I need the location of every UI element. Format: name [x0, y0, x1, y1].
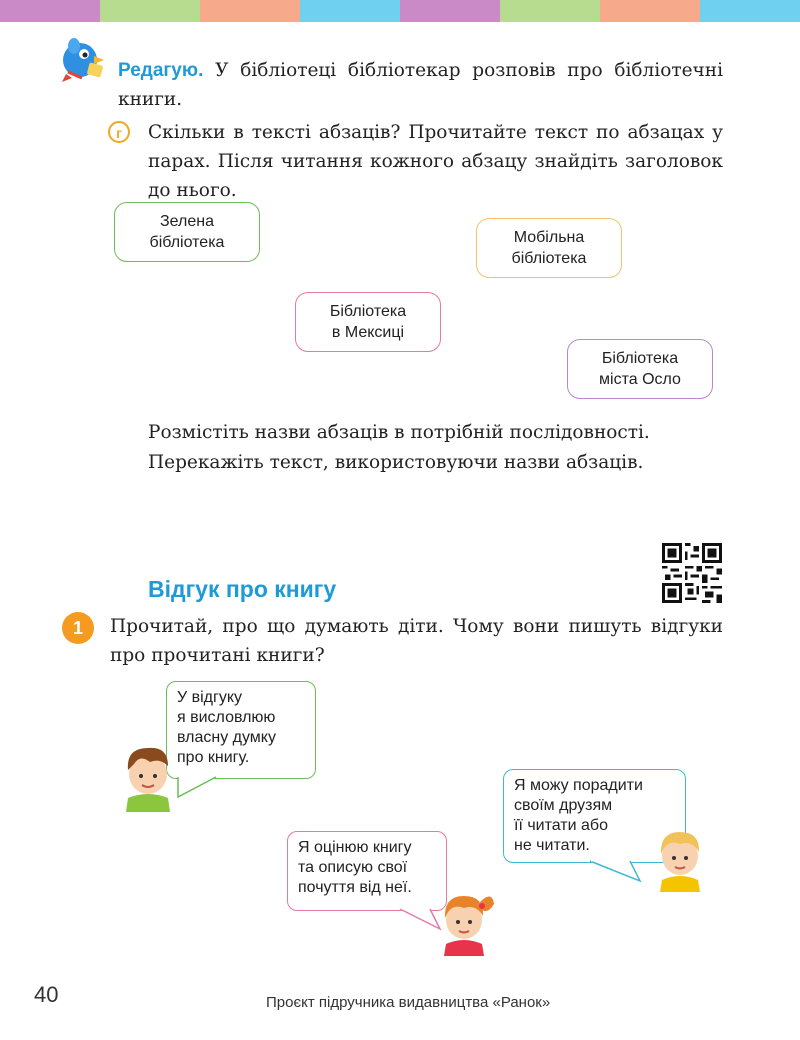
color-segment [700, 0, 800, 22]
speech-bubble-girl [287, 831, 447, 911]
tag-green-library [114, 202, 260, 262]
top-color-bar [0, 0, 800, 22]
intro-lead: Редагую. [118, 60, 204, 81]
bubble-line: я висловлюю [177, 709, 276, 726]
tag-line: Бібліотека [329, 303, 407, 320]
tag-mobile-library [476, 218, 622, 278]
color-segment [600, 0, 700, 22]
bubble-line: Я можу порадити [514, 777, 643, 794]
bubble-tail [590, 861, 650, 885]
color-segment [100, 0, 200, 22]
tag-line: Зелена [160, 213, 214, 230]
task-order-line: Розмістіть назви абзаців в потрібній послідовності. [148, 422, 650, 443]
bird-mascot-icon [58, 34, 108, 86]
qr-code-icon[interactable] [662, 543, 722, 603]
task-number-badge: 1 [62, 612, 94, 644]
tag-line: Бібліотека [601, 350, 679, 367]
color-segment [300, 0, 400, 22]
speech-bubble-boy [166, 681, 316, 779]
page-number: 40 [34, 982, 59, 1007]
tag-line: Мобільна [513, 229, 585, 246]
bubble-tail [176, 777, 226, 799]
task-g-text: Скільки в тексті абзаців? Прочитайте текст по абзацах у парах. Після читання кожного абзацу знайдіть заголовок до нього. [148, 122, 723, 201]
bubble-line: Я оцінюю книгу [298, 839, 412, 856]
section-title: Відгук про книгу [148, 576, 337, 602]
tag-line: бібліотека [149, 234, 225, 251]
bubble-line: про книгу. [177, 749, 250, 766]
footer-text: Проєкт підручника видавництва «Ранок» [266, 994, 551, 1011]
bubble-line: не читати. [514, 837, 590, 854]
tag-mexico-library [295, 292, 441, 352]
task-1-text: Прочитай, про що думають діти. Чому вони пишуть відгуки про прочитані книги? [110, 616, 723, 666]
task-order-line: Перекажіть текст, використовуючи назви абзаців. [148, 452, 644, 473]
intro-paragraph [118, 56, 723, 114]
tag-line: бібліотека [511, 250, 587, 267]
color-segment [200, 0, 300, 22]
bubble-line: власну думку [177, 729, 276, 746]
task-order-text [148, 418, 723, 478]
tag-oslo-library [567, 339, 713, 399]
boy-character-icon [120, 740, 176, 812]
intro-text: У бібліотеці бібліотекар розповів про бібліотечні книги. [118, 60, 723, 110]
bubble-line: її читати або [514, 817, 608, 834]
color-segment [0, 0, 100, 22]
bubble-line: та описую свої [298, 859, 408, 876]
color-segment [400, 0, 500, 22]
bubble-line: У відгуку [177, 689, 243, 706]
bubble-line: своїм друзям [514, 797, 613, 814]
blond-boy-character-icon [652, 826, 708, 892]
tag-line: в Мексиці [331, 324, 405, 341]
bubble-line: почуття від неї. [298, 879, 412, 896]
girl-character-icon [432, 884, 498, 956]
tag-line: міста Осло [599, 371, 681, 388]
color-segment [500, 0, 600, 22]
task-marker-g: г [108, 121, 130, 143]
